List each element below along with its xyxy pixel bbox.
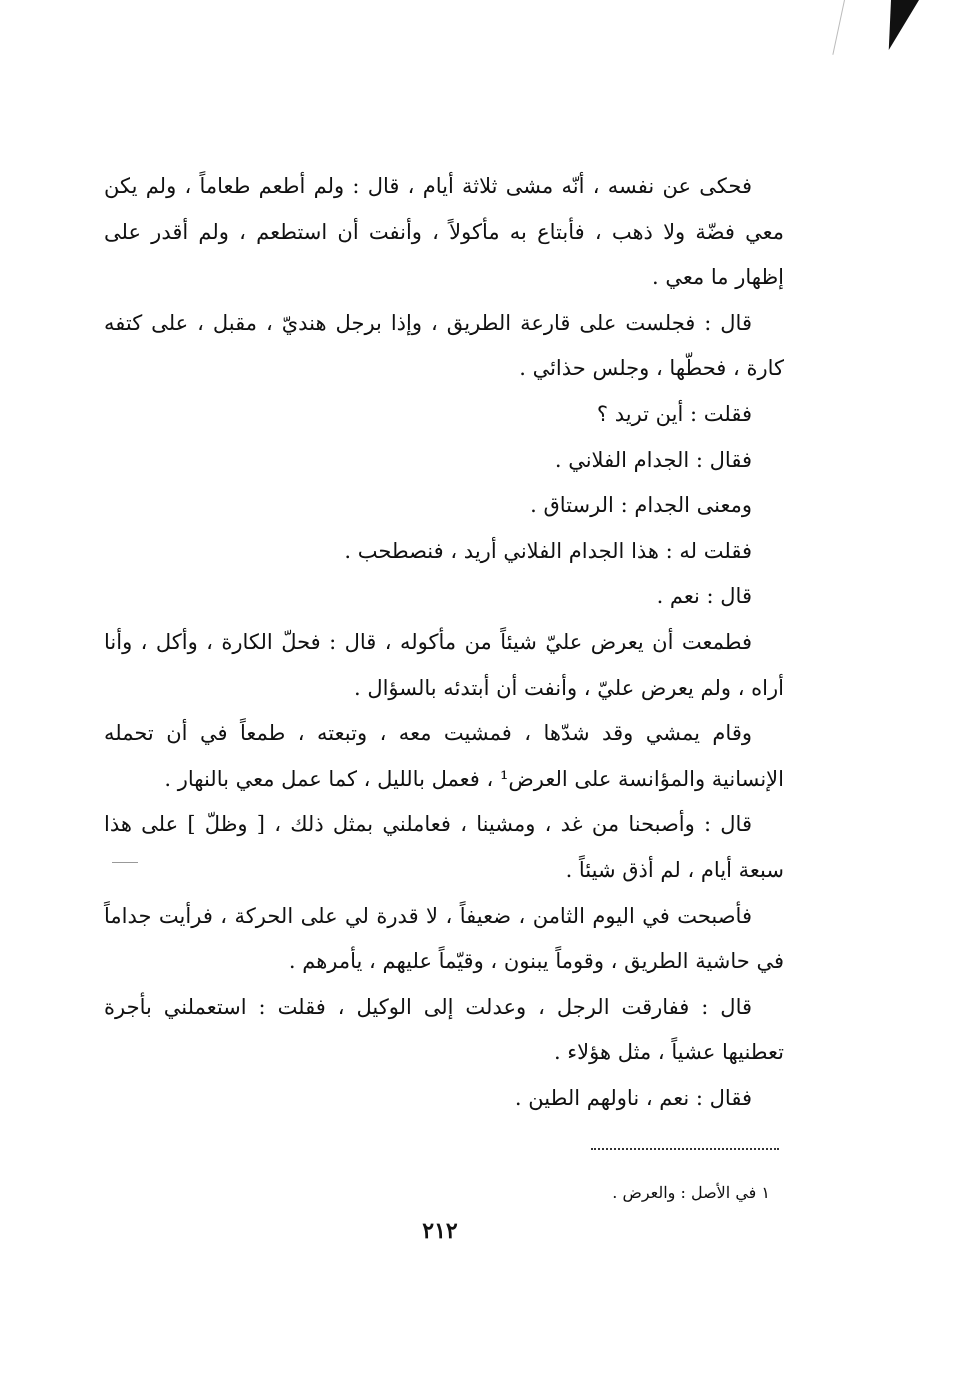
paragraph: فقلت : أين تريد ؟ [596,401,752,426]
paragraph: فأصبحت في اليوم الثامن ، ضعيفاً ، لا قدرة لي على الحركة ، فرأيت جداماً في حاشية الطريق ، وقوماً يبنون ، وقيّماً عليهم ، يأمرهم . [104,903,784,974]
corner-mark [875,0,919,50]
main-text [104,164,784,1121]
page-number: ٢١٢ [422,1218,458,1244]
corner-line [832,0,845,55]
footnote-rule [591,1148,779,1150]
stray-mark [112,862,138,863]
paragraph: قال : وأصبحنا من غد ، ومشينا ، فعاملني بمثل ذلك ، [ وظلّ ] على هذا سبعة أيام ، لم أذق شيئاً . [104,812,784,882]
paragraph: فقال : الجدام الفلاني . [554,447,752,472]
paragraph: قال : ففارقت الرجل ، وعدلت إلى الوكيل ، فقلت : استعملني بأجرة تعطنيها عشياً ، مثل هؤلاء . [104,994,784,1065]
paragraph: قال : نعم . [656,584,752,609]
paragraph: فطمعت أن يعرض عليّ شيئاً من مأكوله ، قال : فحلّ الكارة ، وأكل ، وأنا أراه ، ولم يعرض عليّ ، وأنفت أن أبتدئه بالسؤال . [104,629,784,700]
footnote: ١ في الأصل : والعرض . [612,1183,770,1202]
paragraph: فقال : نعم ، ناولهم الطين . [514,1085,752,1110]
paragraph: ومعنى الجدام : الرستاق . [530,493,752,518]
paragraph: فقلت له : هذا الجدام الفلاني أريد ، فنصطحب . [344,538,752,563]
paragraph: فحكى عن نفسه ، أنّه مشى ثلاثة أيام ، قال : ولم أطعم طعاماً ، ولم يكن معي فضّة ولا ذهب ، فأبتاع به مأكولاً ، وأنفت أن استطعم ، ولم أقدر على إظهار ما معي . [104,174,784,290]
paragraph: وقام يمشي وقد شدّها ، فمشيت معه ، وتبعته ، طمعاً في أن تحمله الإنسانية والمؤانسة على العرض¹ ، فعمل بالليل ، كما عمل معي بالنهار . [104,721,784,791]
paragraph: قال : فجلست على قارعة الطريق ، وإذا برجل هنديّ ، مقبل ، على كتفه كارة ، فحطّها ، وجلس حذائي . [104,310,784,381]
